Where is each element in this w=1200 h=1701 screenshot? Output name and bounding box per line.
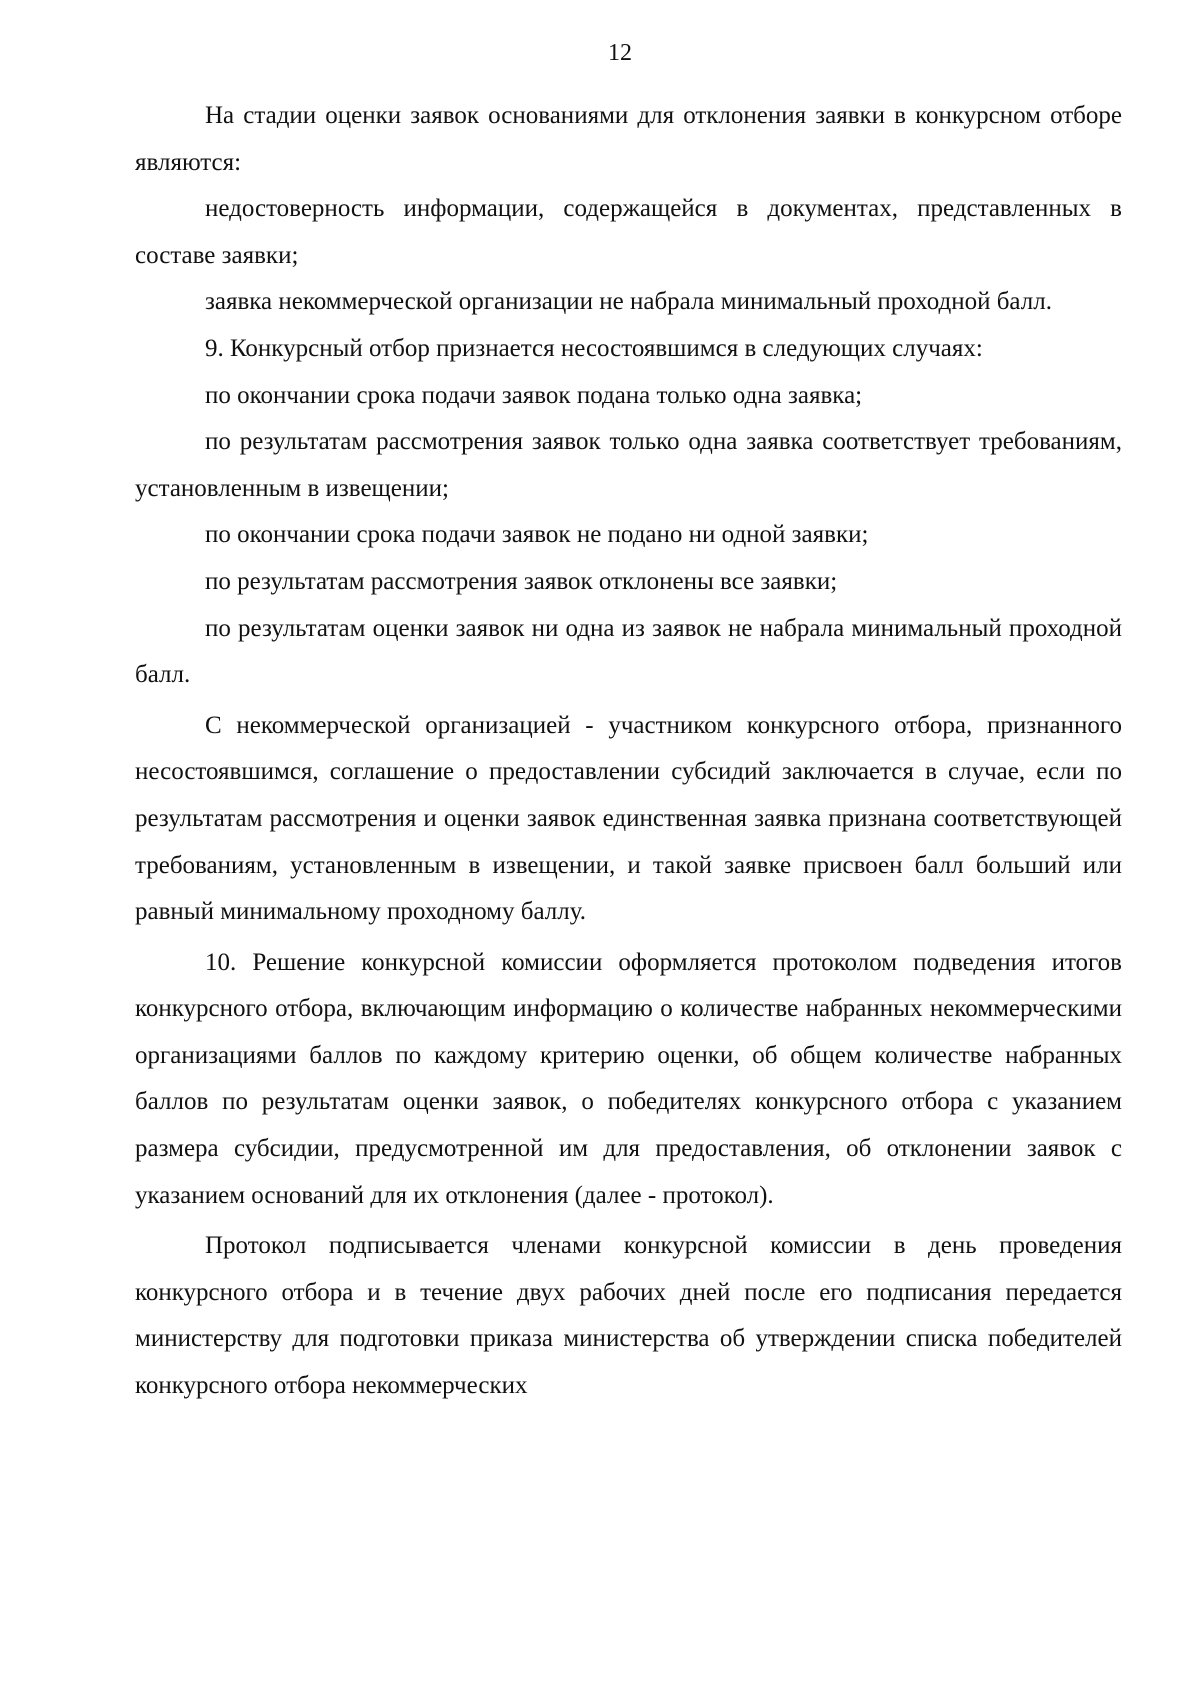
paragraph-rejection-grounds-intro: На стадии оценки заявок основаниями для отклонения заявки в конкурсном отборе являются: xyxy=(135,102,1122,176)
document-body xyxy=(135,93,1122,1410)
paragraph-none-reached-min-score: по результатам оценки заявок ни одна из заявок не набрала минимальный проходной балл. xyxy=(135,614,1122,689)
paragraph-only-one-compliant: по результатам рассмотрения заявок только одна заявка соответствует требованиям, установленным в извещении; xyxy=(135,428,1122,502)
paragraph-only-one-application: по окончании срока подачи заявок подана только одна заявка; xyxy=(205,381,863,409)
paragraph-agreement-single-participant: С некоммерческой организацией - участником конкурсного отбора, признанного несостоявшимся, соглашение о предоставлении субсидий заключается в случае, если по результатам рассмотрения и оценки заявок единственная заявка признана соответствующей требованиям, установленным в извещении, и такой заявке присвоен балл больший или равный минимальному проходному баллу. xyxy=(135,711,1122,926)
paragraph-section-10: 10. Решение конкурсной комиссии оформляется протоколом подведения итогов конкурсного отбора, включающим информацию о количестве набранных некоммерческими организациями баллов по каждому критерию оценки, об общем количестве набранных баллов по результатам оценки заявок, о победителях конкурсного отбора с указанием размера субсидии, предусмотренной им для предоставления, об отклонении заявок с указанием оснований для их отклонения (далее - протокол). xyxy=(135,948,1122,1209)
paragraph-protocol-signing: Протокол подписывается членами конкурсной комиссии в день проведения конкурсного отбора и в течение двух рабочих дней после его подписания передается министерству для подготовки приказа министерства об утверждении списка победителей конкурсного отбора некоммерческих xyxy=(135,1232,1122,1400)
paragraph-section-9: 9. Конкурсный отбор признается несостоявшимся в следующих случаях: xyxy=(205,334,983,362)
paragraph-no-applications: по окончании срока подачи заявок не подано ни одной заявки; xyxy=(205,521,869,549)
page-number: 12 xyxy=(608,40,632,66)
paragraph-all-rejected: по результатам рассмотрения заявок отклонены все заявки; xyxy=(205,567,838,595)
paragraph-min-score-not-reached: заявка некоммерческой организации не набрала минимальный проходной балл. xyxy=(205,288,1052,316)
paragraph-unreliable-info: недостоверность информации, содержащейся в документах, представленных в составе заявки; xyxy=(135,195,1122,269)
